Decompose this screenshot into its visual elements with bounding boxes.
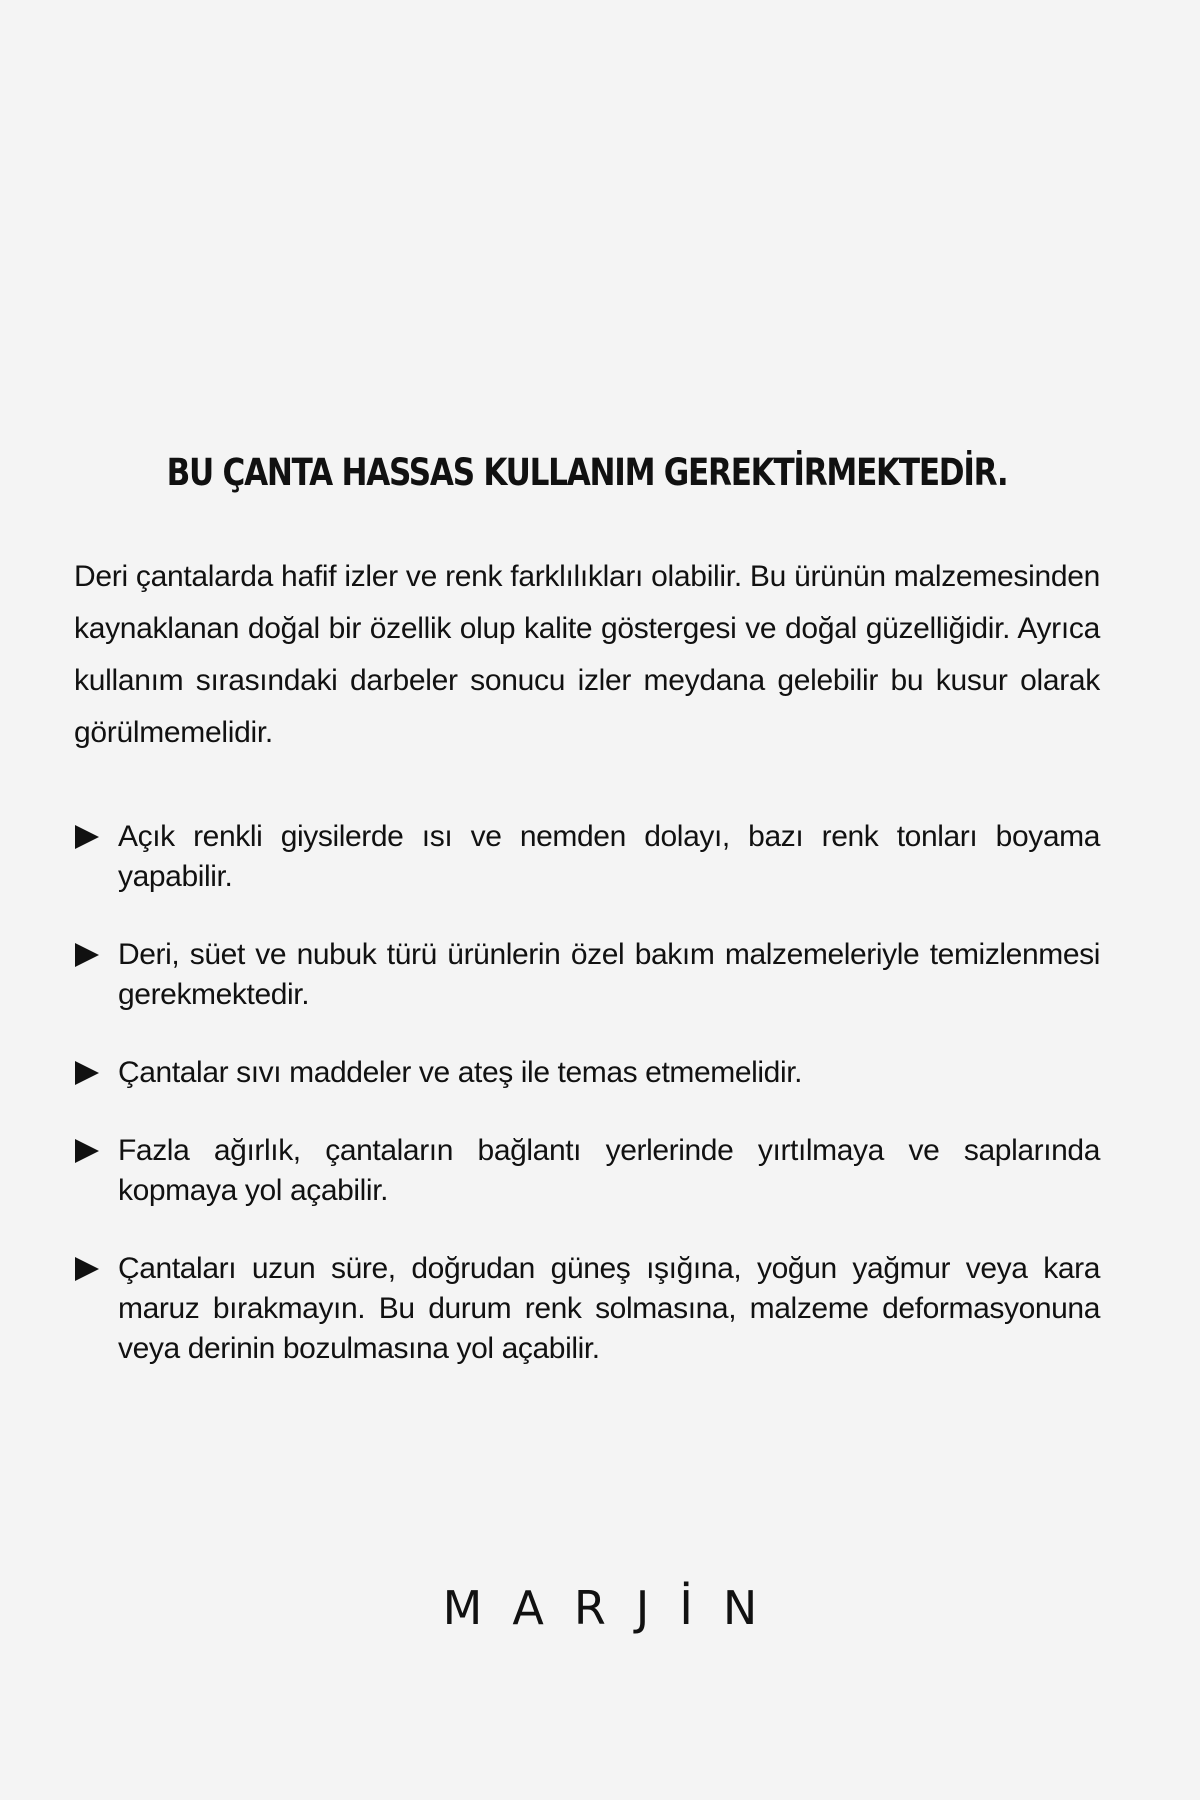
care-instruction-text: Çantalar sıvı maddeler ve ateş ile temas etmemelidir.: [118, 1056, 803, 1089]
care-instruction-text: Açık renkli giysilerde ısı ve nemden dolayı, bazı renk tonları boyama yapabilir.: [118, 820, 1100, 893]
play-triangle-icon: [74, 817, 118, 857]
play-triangle-icon: [74, 1249, 118, 1289]
care-instruction-item: [74, 1131, 1100, 1211]
care-instruction-item: [74, 1249, 1100, 1369]
care-instruction-text: Fazla ağırlık, çantaların bağlantı yerlerinde yırtılmaya ve saplarında kopmaya yol açabilir.: [118, 1134, 1100, 1207]
care-notice: [74, 445, 1100, 1407]
notice-intro-paragraph: Deri çantalarda hafif izler ve renk farklılıkları olabilir. Bu ürünün malzemesinden kaynaklanan doğal bir özellik olup kalite göstergesi ve doğal güzelliğidir. Ayrıca kullanım sırasındaki darbeler sonucu izler meydana gelebilir bu kusur olarak görülmemelidir.: [74, 560, 1100, 749]
notice-title: BU ÇANTA HASSAS KULLANIM GEREKTİRMEKTEDİR.: [166, 451, 1008, 494]
care-instruction-text: Deri, süet ve nubuk türü ürünlerin özel bakım malzemeleriyle temizlenmesi gerekmektedir.: [118, 938, 1100, 1011]
play-triangle-icon: [74, 1131, 118, 1171]
care-instruction-item: [74, 935, 1100, 1015]
care-instruction-item: [74, 1053, 1100, 1093]
play-triangle-icon: [74, 1053, 118, 1093]
brand-logo: MARJİN: [442, 1581, 788, 1635]
care-instructions-list: [74, 817, 1100, 1369]
care-instruction-item: [74, 817, 1100, 897]
play-triangle-icon: [74, 935, 118, 975]
care-instruction-text: Çantaları uzun süre, doğrudan güneş ışığına, yoğun yağmur veya kara maruz bırakmayın. Bu durum renk solmasına, malzeme deformasyonuna veya derinin bozulmasına yol açabilir.: [118, 1252, 1100, 1365]
